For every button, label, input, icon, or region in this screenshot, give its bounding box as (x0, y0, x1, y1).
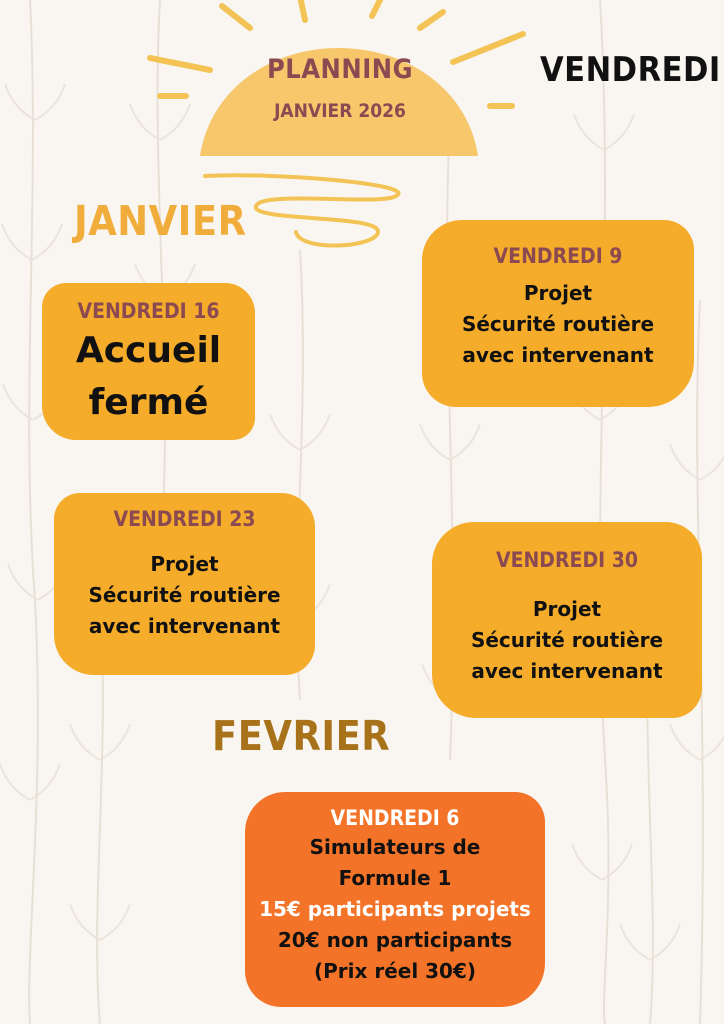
event-real-price: (Prix réel 30€) (313, 959, 477, 983)
event-text: avec intervenant (88, 614, 281, 638)
event-text: Formule 1 (338, 866, 452, 890)
planning-subtitle: JANVIER 2026 (274, 100, 406, 122)
event-text: Sécurité routière (88, 583, 281, 607)
event-text: fermé (88, 382, 209, 423)
event-text: Sécurité routière (461, 312, 655, 336)
event-text: Projet (150, 552, 219, 576)
event-card-jan9 (422, 220, 694, 407)
event-date: VENDREDI 23 (113, 507, 256, 531)
event-text: Sécurité routière (470, 628, 664, 652)
event-text: avec intervenant (462, 343, 654, 367)
event-text: Simulateurs de (309, 835, 481, 859)
day-label: VENDREDI (540, 50, 721, 90)
event-card-jan30 (432, 522, 702, 718)
event-card-jan23 (54, 493, 315, 675)
event-text: Accueil (75, 330, 222, 371)
month-heading-january: JANVIER (74, 197, 247, 245)
event-text: Projet (532, 597, 602, 621)
event-text: Projet (523, 281, 593, 305)
month-heading-february: FEVRIER (212, 712, 391, 760)
event-date: VENDREDI 6 (330, 806, 460, 830)
event-card-feb6 (245, 792, 545, 1007)
event-date: VENDREDI 30 (495, 548, 639, 572)
event-date: VENDREDI 9 (493, 244, 623, 268)
event-text: avec intervenant (471, 659, 663, 683)
event-price-participants: 15€ participants projets (259, 897, 531, 921)
event-date: VENDREDI 16 (77, 299, 220, 323)
event-card-jan16 (42, 283, 255, 440)
planning-title: PLANNING (266, 54, 414, 85)
event-price-non-participants: 20€ non participants (277, 928, 513, 952)
